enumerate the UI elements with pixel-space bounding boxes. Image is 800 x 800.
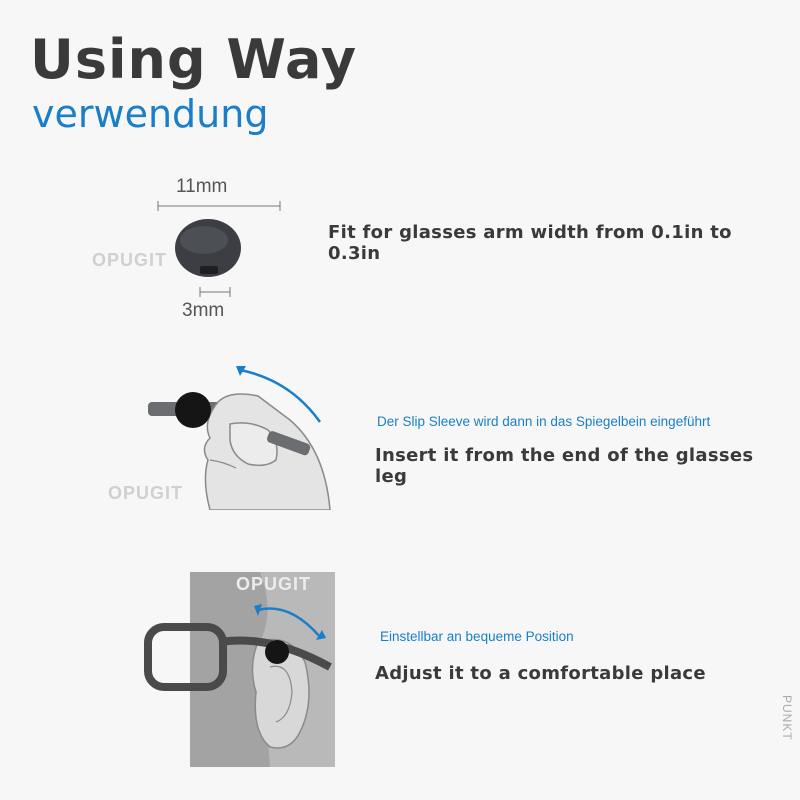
step-3-description-de: Einstellbar an bequeme Position [380,629,574,644]
step-1-description: Fit for glasses arm width from 0.1in to 0.3in [328,222,732,264]
watermark: OPUGIT [236,574,312,594]
slip-sleeve-ball [175,392,211,428]
slot-dimension-line [200,287,230,297]
step-3-section [140,572,790,772]
step-2-description-de: Der Slip Sleeve wird dann in das Spiegelbein eingeführt [377,414,711,429]
slip-sleeve-ball [265,640,289,664]
round-slip-sleeve [175,219,241,277]
side-brand-label: PUNKT [780,695,794,741]
watermark: OPUGIT [92,250,168,270]
slot-dimension-label: 3mm [182,300,225,321]
page-subtitle: verwendung [32,92,269,136]
adjust-illustration [140,572,335,767]
step-3-description-en: Adjust it to a comfortable place [375,663,706,684]
product-illustration [150,198,290,308]
width-dimension-line [158,201,280,211]
watermark: OPUGIT [108,483,184,503]
step-2-description-en: Insert it from the end of the glasses leg [375,445,754,487]
step-2-section [100,355,790,515]
width-dimension-label: 11mm [176,176,228,197]
page-title: Using Way [30,28,358,91]
step-1-section [90,170,790,330]
